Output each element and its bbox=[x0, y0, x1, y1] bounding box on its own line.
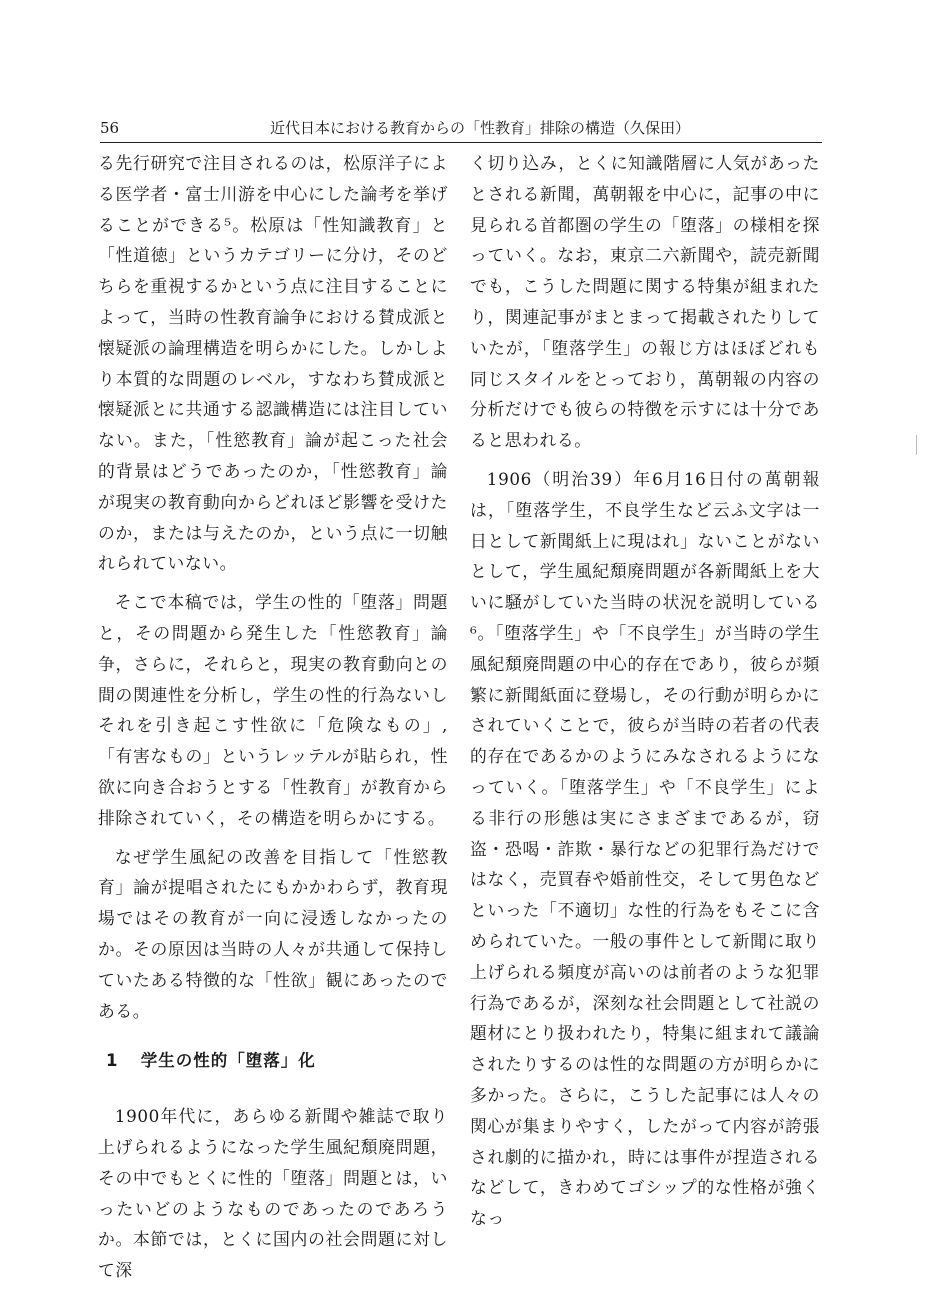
left-column bbox=[98, 148, 448, 1286]
page-number: 56 bbox=[100, 119, 120, 137]
section-title: 学生の性的「堕落」化 bbox=[140, 1051, 316, 1071]
running-title: 近代日本における教育からの「性教育」排除の構造（久保田） bbox=[270, 119, 691, 137]
paragraph: 1906（明治39）年6月16日付の萬朝報は，「堕落学生，不良学生など云ふ文字は一日として新聞紙上に現はれ」ないことがないとして，学生風紀頽廃問題が各新聞紙上を大いに騒がしていた当時の状況を説明している⁶。「堕落学生」や「不良学生」が当時の学生風紀頽廃問題の中心的存在であり，彼らが頻繁に新聞紙面に登場し，その行動が明らかにされていくことで，彼らが当時の若者の代表的存在であるかのようにみなされるようになっていく。「堕落学生」や「不良学生」による非行の形態は実にさまざまであるが，窃盗・恐喝・詐欺・暴行などの犯罪行為だけではなく，売買春や婚前性交，そして男色などといった「不適切」な性的行為をもそこに含められていた。一般の事件として新聞に取り上げられる頻度が高いのは前者のような犯罪行為であるが，深刻な社会問題として社説の題材にとり扱われたり，特集に組まれて議論されたりするのは性的な問題の方が明らかに多かった。さらに，こうした記事には人々の関心が集まりやすく，したがって内容が誇張され劇的に描かれ，時には事件が捏造されるなどして，きわめてゴシップ的な性格が強くなっ bbox=[470, 468, 820, 1229]
scan-artifact bbox=[916, 435, 917, 455]
page-header bbox=[100, 117, 820, 139]
paragraph: く切り込み，とくに知識階層に人気があったとされる新聞，萬朝報を中心に，記事の中に見られる首都圏の学生の「堕落」の様相を探っていく。なお，東京二六新聞や，読売新聞でも，こうした問題に関する特集が組まれたり，関連記事がまとまって掲載されたりしていたが，「堕落学生」の報じ方はほぼどれも同じスタイルをとっており，萬朝報の内容の分析だけでも彼らの特徴を示すには十分であると思われる。 bbox=[470, 153, 820, 451]
paragraph: そこで本稿では，学生の性的「堕落」問題と，その問題から発生した「性慾教育」論争，さらに，それらと，現実の教育動向との間の関連性を分析し，学生の性的行為ないしそれを引き起こす性欲に「危険なもの」,「有害なもの」というレッテルが貼られ，性欲に向き合おうとする「性教育」が教育から排除されていく，その構造を明らかにする。 bbox=[98, 592, 448, 828]
right-column bbox=[470, 148, 820, 1234]
paragraph: 1900年代に，あらゆる新聞や雑誌で取り上げられるようになった学生風紀頽廃問題，その中でもとくに性的「堕落」問題とは，いったいどのようなものであったのであろうか。本節では，とくに国内の社会問題に対して深 bbox=[98, 1106, 448, 1281]
paragraph: なぜ学生風紀の改善を目指して「性慾教育」論が提唱されたにもかかわらず，教育現場ではその教育が一向に浸透しなかったのか。その原因は当時の人々が共通して保持していたある特徴的な「性欲」観にあったのである。 bbox=[98, 846, 448, 1021]
paragraph: る先行研究で注目されるのは，松原洋子による医学者・富士川游を中心にした論考を挙げることができる⁵。松原は「性知識教育」と「性道徳」というカテゴリーに分け，そのどちらを重視するかという点に注目することによって，当時の性教育論争における賛成派と懐疑派の論理構造を明らかにした。しかしより本質的な問題のレベル，すなわち賛成派と懐疑派とに共通する認識構造には注目していない。また，「性慾教育」論が起こった社会的背景はどうであったのか，「性慾教育」論が現実の教育動向からどれほど影響を受けたのか，または与えたのか，という点に一切触れられていない。 bbox=[98, 153, 448, 574]
section-number: 1 bbox=[106, 1051, 119, 1071]
header-rule bbox=[100, 142, 822, 143]
section-heading bbox=[98, 1046, 448, 1077]
